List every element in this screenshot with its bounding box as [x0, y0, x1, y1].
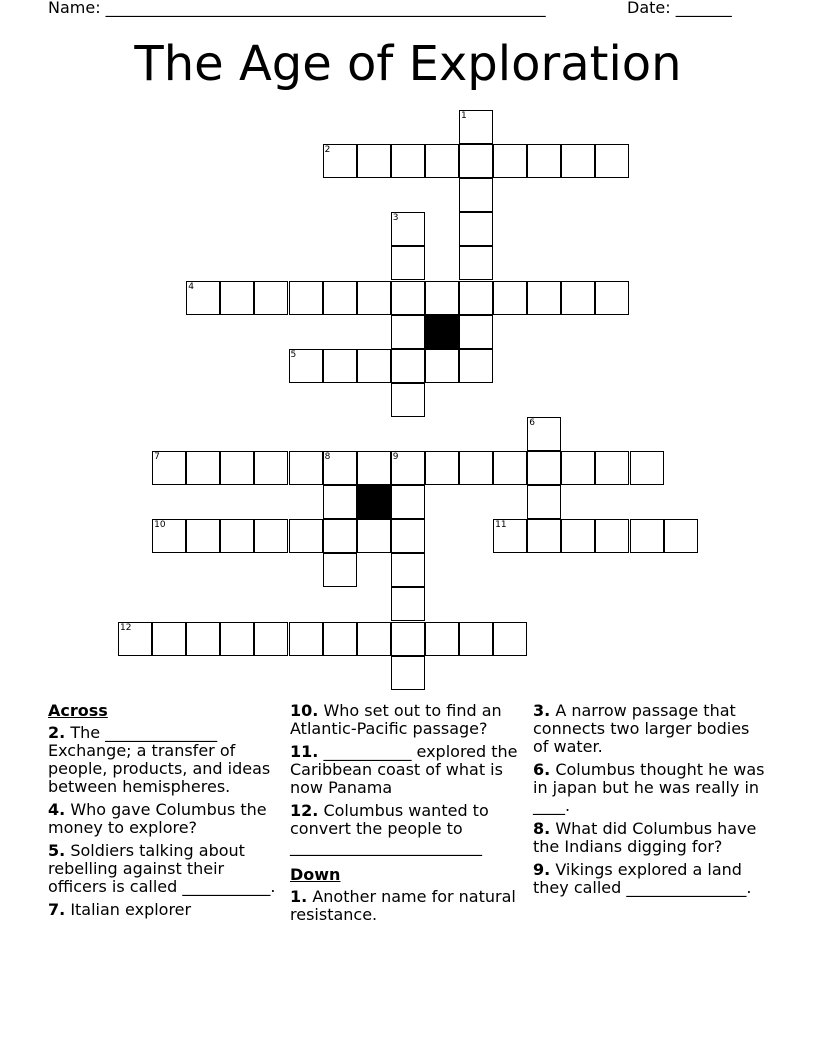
crossword-cell[interactable]	[595, 451, 629, 485]
crossword-cell[interactable]	[357, 451, 391, 485]
crossword-cell[interactable]	[493, 519, 527, 553]
crossword-cell[interactable]	[186, 281, 220, 315]
crossword-cell[interactable]	[323, 281, 357, 315]
crossword-cell[interactable]	[254, 281, 288, 315]
crossword-cell[interactable]	[527, 281, 561, 315]
crossword-cell[interactable]	[152, 451, 186, 485]
crossword-cell[interactable]	[152, 622, 186, 656]
crossword-cell[interactable]	[323, 144, 357, 178]
crossword-cell[interactable]	[186, 519, 220, 553]
crossword-cell[interactable]	[323, 451, 357, 485]
crossword-cell[interactable]	[357, 281, 391, 315]
crossword-cell[interactable]	[289, 519, 323, 553]
crossword-cell[interactable]	[630, 519, 664, 553]
crossword-cell[interactable]	[220, 519, 254, 553]
crossword-cell[interactable]	[459, 144, 493, 178]
clue-number: 11	[495, 520, 507, 531]
clue-down-9: 9. Vikings explored a land they called _______________.	[533, 860, 752, 897]
crossword-cell[interactable]	[391, 246, 425, 280]
clue-number: 4	[188, 281, 194, 292]
crossword-cell[interactable]	[391, 622, 425, 656]
crossword-cell[interactable]	[186, 622, 220, 656]
clue-down-1: 1. Another name for natural resistance.	[290, 887, 516, 924]
clue-column-1	[48, 702, 284, 924]
clue-across-11: 11. ___________ explored the Caribbean coast of what is now Panama	[290, 742, 518, 797]
crossword-cell[interactable]	[527, 144, 561, 178]
crossword-cell[interactable]	[425, 451, 459, 485]
down-heading: Down	[290, 865, 341, 884]
crossword-cell[interactable]	[493, 622, 527, 656]
clue-column-2	[290, 702, 526, 929]
clue-across-4: 4. Who gave Columbus the money to explore?	[48, 800, 267, 837]
crossword-cell[interactable]	[254, 622, 288, 656]
clue-across-7: 7. Italian explorer	[48, 900, 192, 919]
clue-number: 3	[392, 213, 399, 224]
clue-down-3: 3. A narrow passage that connects two larger bodies of water.	[533, 701, 750, 756]
clue-number: 6	[529, 417, 535, 428]
crossword-cell[interactable]	[459, 246, 493, 280]
crossword-cell[interactable]	[459, 178, 493, 212]
clue-across-2: 2. The ______________ Exchange; a transfer of people, products, and ideas between hemispheres.	[48, 723, 271, 796]
crossword-cell[interactable]	[152, 519, 186, 553]
crossword-cell[interactable]	[220, 281, 254, 315]
crossword-cell[interactable]	[391, 587, 425, 621]
crossword-cell[interactable]	[391, 519, 425, 553]
crossword-cell[interactable]	[323, 519, 357, 553]
crossword-cell[interactable]	[425, 281, 459, 315]
crossword-cell[interactable]	[323, 349, 357, 383]
page-title: The Age of Exploration	[134, 36, 682, 92]
clue-number: 5	[290, 349, 297, 360]
crossword-cell[interactable]	[391, 383, 425, 417]
crossword-cell[interactable]	[254, 451, 288, 485]
clue-down-6: 6. Columbus thought he was in japan but he was really in ____.	[533, 760, 765, 815]
name-field-label: Name: _______________________________________________________	[48, 0, 546, 17]
crossword-cell[interactable]	[459, 212, 493, 246]
crossword-cell[interactable]	[391, 485, 425, 519]
crossword-cell[interactable]	[459, 451, 493, 485]
crossword-cell[interactable]	[118, 622, 152, 656]
crossword-cell[interactable]	[493, 281, 527, 315]
crossword-cell[interactable]	[289, 622, 323, 656]
crossword-cell[interactable]	[323, 622, 357, 656]
crossword-cell[interactable]	[186, 451, 220, 485]
crossword-cell[interactable]	[391, 212, 425, 246]
crossword-cell[interactable]	[459, 622, 493, 656]
crossword-cell[interactable]	[357, 349, 391, 383]
date-field-label: Date: _______	[627, 0, 732, 17]
crossword-cell[interactable]	[595, 281, 629, 315]
crossword-cell[interactable]	[357, 144, 391, 178]
crossword-cell[interactable]	[561, 144, 595, 178]
crossword-cell[interactable]	[630, 451, 664, 485]
crossword-cell[interactable]	[357, 519, 391, 553]
crossword-cell[interactable]	[391, 656, 425, 690]
crossword-cell[interactable]	[459, 349, 493, 383]
clue-across-12: 12. Columbus wanted to convert the people to ________________________	[290, 801, 489, 856]
crossword-cell[interactable]	[561, 281, 595, 315]
crossword-cell[interactable]	[595, 144, 629, 178]
crossword-cell[interactable]	[425, 144, 459, 178]
crossword-cell[interactable]	[459, 281, 493, 315]
crossword-cell[interactable]	[493, 451, 527, 485]
crossword-cell[interactable]	[527, 519, 561, 553]
crossword-cell[interactable]	[493, 144, 527, 178]
clue-number: 8	[324, 452, 331, 462]
crossword-cell[interactable]	[527, 417, 561, 451]
crossword-cell[interactable]	[425, 622, 459, 656]
crossword-cell[interactable]	[220, 622, 254, 656]
crossword-cell[interactable]	[391, 315, 425, 349]
crossword-cell[interactable]	[391, 144, 425, 178]
crossword-cell[interactable]	[391, 553, 425, 587]
crossword-cell[interactable]	[459, 110, 493, 144]
crossword-cell[interactable]	[391, 451, 425, 485]
crossword-cell[interactable]	[323, 553, 357, 587]
crossword-cell[interactable]	[425, 349, 459, 383]
clue-down-8: 8. What did Columbus have the Indians digging for?	[533, 819, 757, 856]
crossword-black-cell	[357, 485, 391, 519]
crossword-cell[interactable]	[357, 622, 391, 656]
crossword-black-cell	[425, 315, 459, 349]
crossword-cell[interactable]	[220, 451, 254, 485]
clue-across-5: 5. Soldiers talking about rebelling against their officers is called ___________.	[48, 841, 276, 896]
crossword-cell[interactable]	[289, 349, 323, 383]
crossword-cell[interactable]	[391, 281, 425, 315]
clue-number: 2	[324, 145, 331, 156]
clue-column-3	[533, 702, 769, 902]
crossword-cell[interactable]	[664, 519, 698, 553]
clue-number: 7	[154, 452, 160, 462]
crossword-cell[interactable]	[527, 451, 561, 485]
crossword-cell[interactable]	[527, 485, 561, 519]
clue-number: 1	[461, 111, 467, 121]
crossword-cell[interactable]	[254, 519, 288, 553]
crossword-cell[interactable]	[323, 485, 357, 519]
clue-number: 12	[120, 622, 132, 633]
clue-number: 10	[154, 520, 166, 531]
crossword-cell[interactable]	[561, 451, 595, 485]
crossword-cell[interactable]	[595, 519, 629, 553]
clue-number: 9	[392, 452, 399, 462]
crossword-cell[interactable]	[391, 349, 425, 383]
crossword-cell[interactable]	[459, 315, 493, 349]
crossword-cell[interactable]	[289, 451, 323, 485]
across-heading: Across	[48, 701, 108, 720]
crossword-cell[interactable]	[289, 281, 323, 315]
clue-across-10: 10. Who set out to find an Atlantic-Pacific passage?	[290, 701, 502, 738]
crossword-cell[interactable]	[561, 519, 595, 553]
